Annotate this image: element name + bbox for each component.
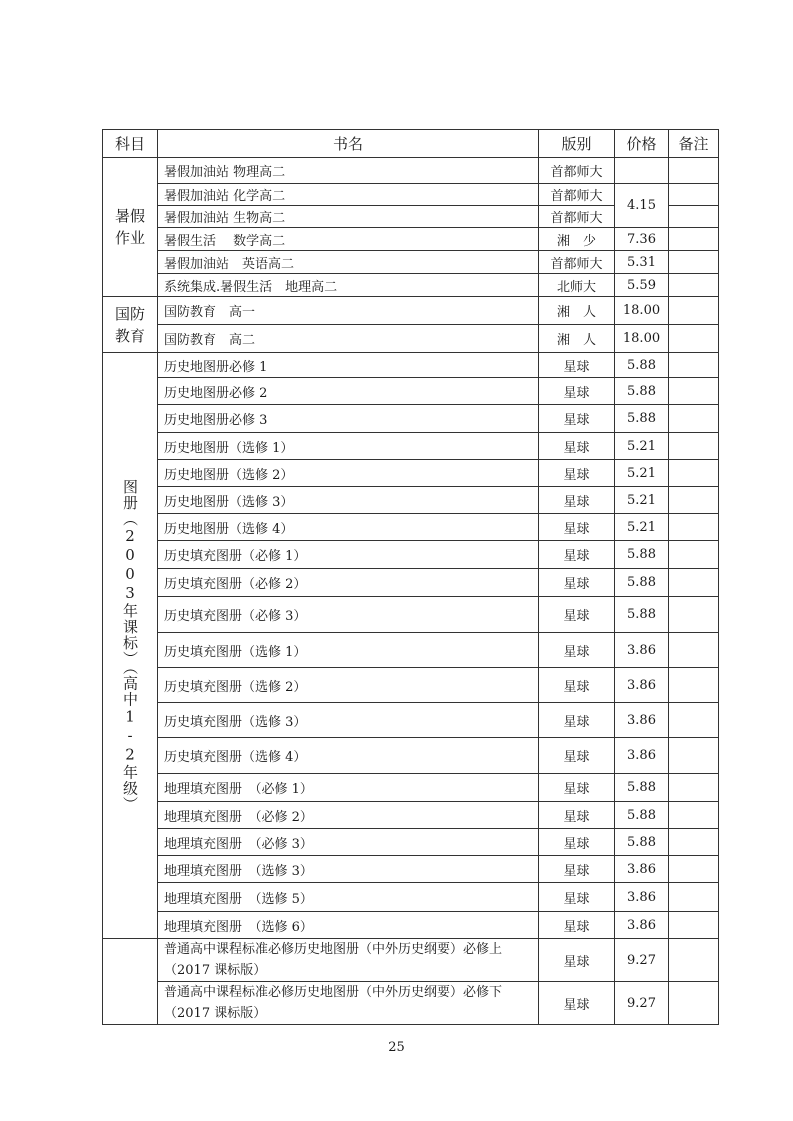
book-publisher: 湘 人 — [539, 325, 615, 353]
book-title: 地理填充图册 （选修 5） — [158, 883, 539, 912]
book-note — [669, 569, 719, 597]
book-publisher: 星球 — [539, 939, 615, 982]
book-publisher: 湘 人 — [539, 297, 615, 325]
book-publisher: 星球 — [539, 802, 615, 829]
book-price: 7.36 — [615, 228, 669, 251]
book-note — [669, 802, 719, 829]
book-title: 历史填充图册（必修 1） — [158, 541, 539, 569]
book-title: 历史填充图册（选修 3） — [158, 703, 539, 738]
book-publisher: 星球 — [539, 703, 615, 738]
page-number: 25 — [388, 1040, 405, 1055]
book-price: 5.31 — [615, 251, 669, 274]
book-note — [669, 703, 719, 738]
book-price: 18.00 — [615, 325, 669, 353]
book-note — [669, 738, 719, 774]
book-price: 3.86 — [615, 738, 669, 774]
book-publisher: 首都师大 — [539, 158, 615, 184]
group-atlas — [103, 353, 158, 939]
book-list-table — [102, 129, 719, 1025]
book-note — [669, 939, 719, 982]
book-price: 5.21 — [615, 514, 669, 541]
book-publisher: 首都师大 — [539, 251, 615, 274]
book-title: 历史地图册必修 3 — [158, 405, 539, 433]
book-note — [669, 982, 719, 1025]
header-price: 价格 — [615, 130, 669, 158]
book-price: 5.88 — [615, 569, 669, 597]
book-title: 历史填充图册（选修 1） — [158, 633, 539, 668]
book-publisher: 湘 少 — [539, 228, 615, 251]
book-title: 暑假加油站 生物高二 — [158, 206, 539, 228]
header-publisher: 版别 — [539, 130, 615, 158]
table-row — [103, 251, 719, 274]
book-publisher: 星球 — [539, 569, 615, 597]
book-note — [669, 228, 719, 251]
table-row — [103, 703, 719, 738]
book-title: 地理填充图册 （必修 2） — [158, 802, 539, 829]
book-title: 历史填充图册（选修 2） — [158, 668, 539, 703]
book-publisher: 星球 — [539, 668, 615, 703]
table-row — [103, 158, 719, 184]
book-price: 3.86 — [615, 912, 669, 939]
book-note — [669, 274, 719, 297]
book-title: 地理填充图册 （选修 6） — [158, 912, 539, 939]
book-title: 历史填充图册（必修 2） — [158, 569, 539, 597]
table-row — [103, 939, 719, 982]
table-row — [103, 738, 719, 774]
book-publisher: 首都师大 — [539, 206, 615, 228]
book-note — [669, 353, 719, 378]
book-note — [669, 158, 719, 184]
book-price: 5.88 — [615, 541, 669, 569]
book-price: 5.88 — [615, 353, 669, 378]
book-publisher: 星球 — [539, 883, 615, 912]
book-publisher: 星球 — [539, 378, 615, 405]
book-note — [669, 378, 719, 405]
book-note — [669, 597, 719, 633]
book-note — [669, 541, 719, 569]
book-publisher: 星球 — [539, 982, 615, 1025]
book-title: 历史填充图册（必修 3） — [158, 597, 539, 633]
book-title: 历史填充图册（选修 4） — [158, 738, 539, 774]
book-publisher: 北师大 — [539, 274, 615, 297]
book-title: 地理填充图册 （必修 3） — [158, 829, 539, 856]
book-price: 9.27 — [615, 939, 669, 982]
book-price: 3.86 — [615, 856, 669, 883]
book-publisher: 星球 — [539, 514, 615, 541]
table-row — [103, 378, 719, 405]
table-header-row — [103, 130, 719, 158]
book-note — [669, 487, 719, 514]
book-title: 历史地图册（选修 4） — [158, 514, 539, 541]
book-title: 历史地图册（选修 3） — [158, 487, 539, 514]
book-title: 系统集成.暑假生活 地理高二 — [158, 274, 539, 297]
table-row — [103, 325, 719, 353]
table-row — [103, 405, 719, 433]
book-price: 5.88 — [615, 774, 669, 802]
group-label: 国防教育 — [114, 304, 145, 345]
book-price: 5.88 — [615, 597, 669, 633]
book-price: 5.21 — [615, 487, 669, 514]
book-publisher: 星球 — [539, 774, 615, 802]
book-publisher: 首都师大 — [539, 184, 615, 206]
table-row — [103, 460, 719, 487]
book-note — [669, 433, 719, 460]
table-row — [103, 597, 719, 633]
table-row — [103, 569, 719, 597]
book-price: 5.59 — [615, 274, 669, 297]
book-price: 3.86 — [615, 633, 669, 668]
table-row — [103, 297, 719, 325]
group-empty — [103, 939, 158, 1025]
book-price: 9.27 — [615, 982, 669, 1025]
book-publisher: 星球 — [539, 353, 615, 378]
book-title: 暑假生活 数学高二 — [158, 228, 539, 251]
table-row — [103, 883, 719, 912]
book-title: 地理填充图册 （选修 3） — [158, 856, 539, 883]
book-price: 5.21 — [615, 433, 669, 460]
table-row — [103, 228, 719, 251]
book-title: 历史地图册（选修 2） — [158, 460, 539, 487]
book-title: 普通高中课程标准必修历史地图册（中外历史纲要）必修下（2017 课标版） — [158, 982, 539, 1025]
book-publisher: 星球 — [539, 405, 615, 433]
table-row — [103, 982, 719, 1025]
book-price: 5.88 — [615, 378, 669, 405]
book-publisher: 星球 — [539, 856, 615, 883]
book-note — [669, 297, 719, 325]
book-title: 历史地图册必修 1 — [158, 353, 539, 378]
table-row — [103, 668, 719, 703]
book-publisher: 星球 — [539, 633, 615, 668]
book-price: 5.88 — [615, 405, 669, 433]
book-price: 18.00 — [615, 297, 669, 325]
book-publisher: 星球 — [539, 912, 615, 939]
book-title: 暑假加油站 英语高二 — [158, 251, 539, 274]
book-publisher: 星球 — [539, 597, 615, 633]
book-price: 5.88 — [615, 802, 669, 829]
book-publisher: 星球 — [539, 487, 615, 514]
book-note — [669, 883, 719, 912]
book-note — [669, 206, 719, 228]
table-row — [103, 487, 719, 514]
book-note — [669, 325, 719, 353]
table-row — [103, 184, 719, 206]
book-price: 5.88 — [615, 829, 669, 856]
book-note — [669, 668, 719, 703]
book-title: 国防教育 高二 — [158, 325, 539, 353]
group-summer-homework — [103, 158, 158, 297]
book-title: 地理填充图册 （必修 1） — [158, 774, 539, 802]
table-row — [103, 433, 719, 460]
group-defense-education — [103, 297, 158, 353]
book-price: 5.21 — [615, 460, 669, 487]
book-publisher: 星球 — [539, 460, 615, 487]
book-publisher: 星球 — [539, 541, 615, 569]
book-note — [669, 405, 719, 433]
book-price — [615, 158, 669, 184]
table-row — [103, 856, 719, 883]
table-row — [103, 274, 719, 297]
header-note: 备注 — [669, 130, 719, 158]
table-row — [103, 541, 719, 569]
book-title: 历史地图册必修 2 — [158, 378, 539, 405]
header-title: 书名 — [158, 130, 539, 158]
book-note — [669, 774, 719, 802]
book-note — [669, 514, 719, 541]
book-note — [669, 912, 719, 939]
header-subject: 科目 — [103, 130, 158, 158]
table-row — [103, 514, 719, 541]
book-price: 3.86 — [615, 703, 669, 738]
group-label: 暑假作业 — [114, 207, 145, 247]
table-row — [103, 774, 719, 802]
group-label: 图册（2003年课标）（高中1-2年级） — [121, 478, 139, 813]
table-row — [103, 829, 719, 856]
table-row — [103, 912, 719, 939]
book-note — [669, 251, 719, 274]
table-row — [103, 633, 719, 668]
book-title: 历史地图册（选修 1） — [158, 433, 539, 460]
book-publisher: 星球 — [539, 433, 615, 460]
book-title: 普通高中课程标准必修历史地图册（中外历史纲要）必修上（2017 课标版） — [158, 939, 539, 982]
book-price: 4.15 — [615, 184, 669, 228]
book-title: 国防教育 高一 — [158, 297, 539, 325]
book-price: 3.86 — [615, 668, 669, 703]
book-publisher: 星球 — [539, 738, 615, 774]
table-row — [103, 802, 719, 829]
book-note — [669, 829, 719, 856]
book-note — [669, 856, 719, 883]
book-note — [669, 633, 719, 668]
book-price: 3.86 — [615, 883, 669, 912]
book-title: 暑假加油站 化学高二 — [158, 184, 539, 206]
book-title: 暑假加油站 物理高二 — [158, 158, 539, 184]
book-note — [669, 184, 719, 206]
book-publisher: 星球 — [539, 829, 615, 856]
book-note — [669, 460, 719, 487]
table-row — [103, 353, 719, 378]
